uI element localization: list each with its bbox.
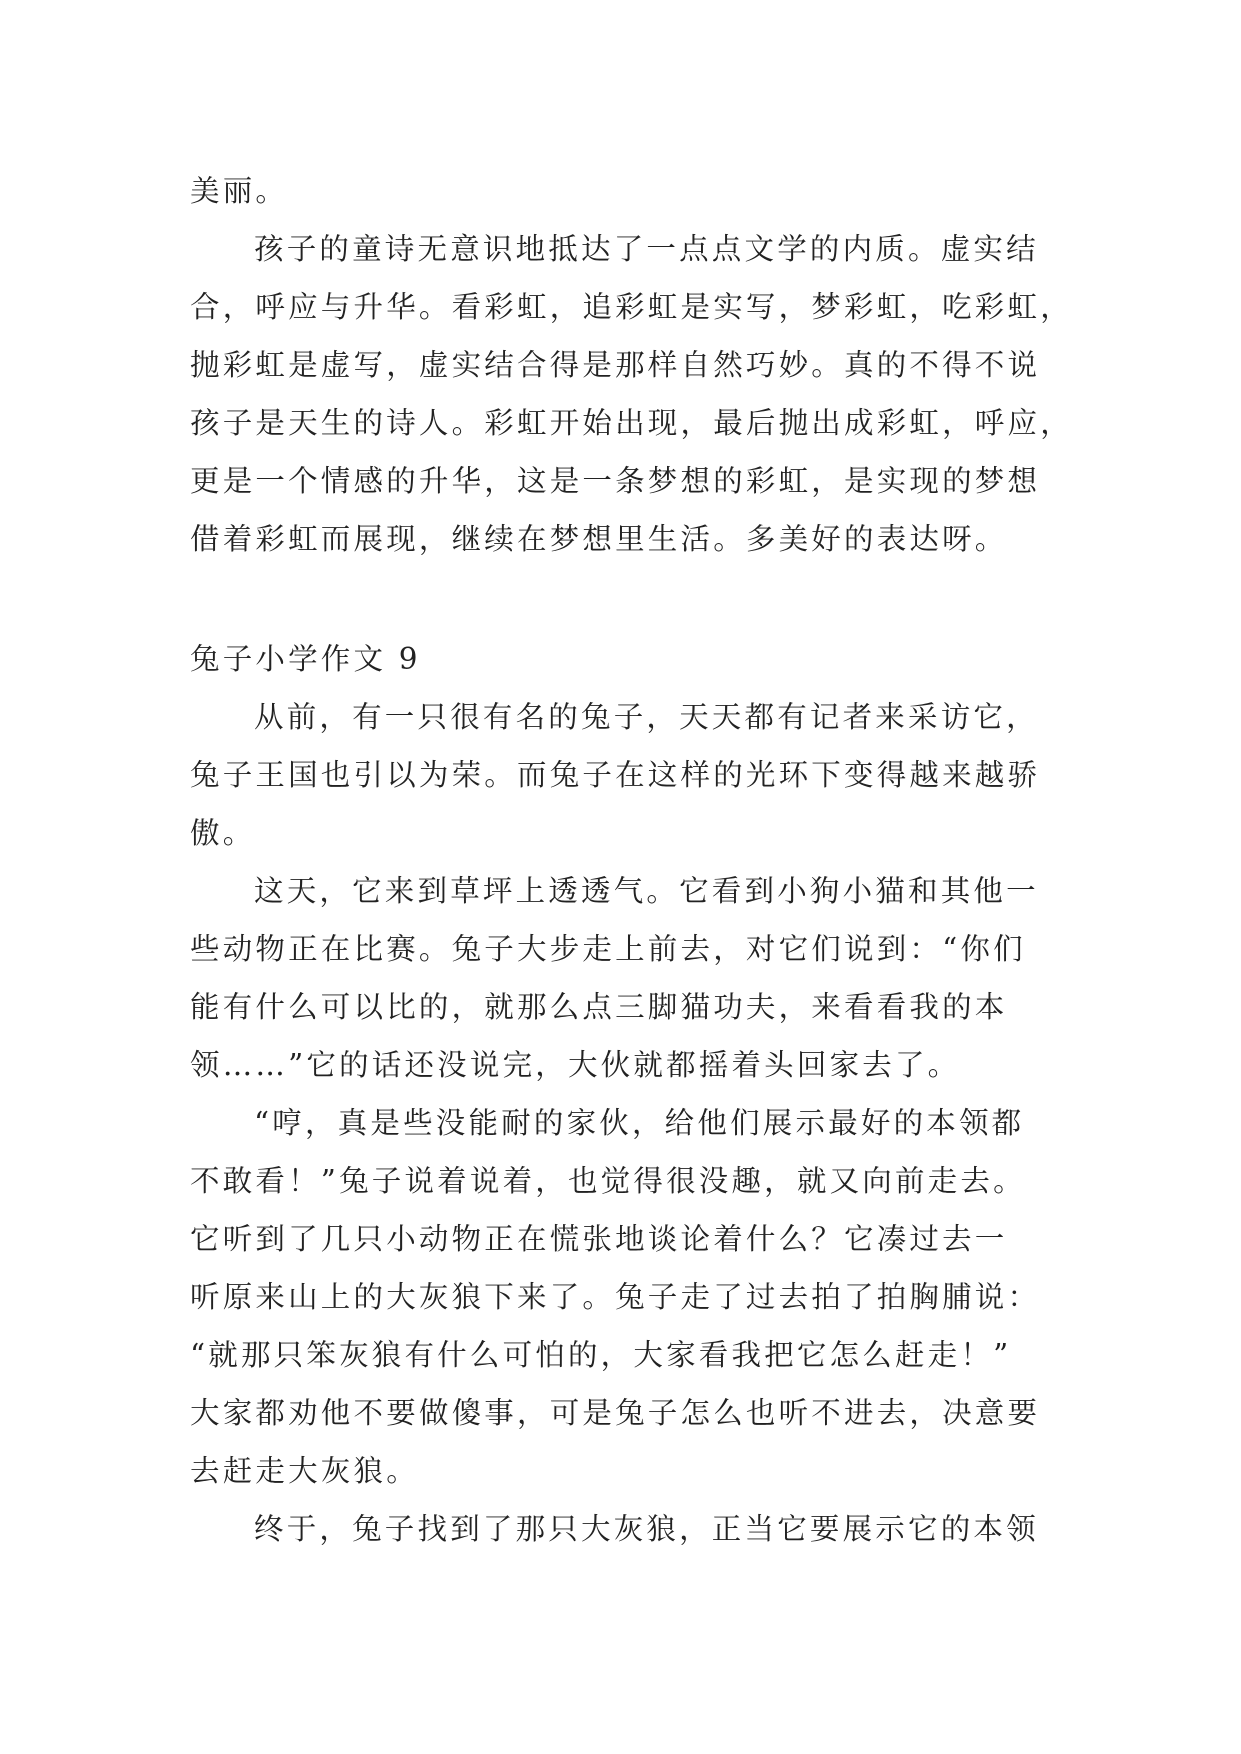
paragraph-start-line: 孩子的童诗无意识地抵达了一点点文学的内质。虚实结 — [254, 232, 1039, 266]
essay-body — [190, 688, 1060, 1558]
text-line: 合，呼应与升华。看彩虹，追彩虹是实写，梦彩虹，吃彩虹， — [190, 290, 1073, 324]
text-line: 听原来山上的大灰狼下来了。兔子走了过去拍了拍胸脯说： — [190, 1280, 1041, 1314]
paragraph-start-line: 终于，兔子找到了那只大灰狼，正当它要展示它的本领 — [254, 1512, 1039, 1546]
text-line: 孩子是天生的诗人。彩虹开始出现，最后抛出成彩虹，呼应， — [190, 406, 1073, 440]
paragraph-start-line: 从前，有一只很有名的兔子，天天都有记者来采访它， — [254, 700, 1039, 734]
text-line: 兔子王国也引以为荣。而兔子在这样的光环下变得越来越骄 — [190, 758, 1041, 792]
text-line: 更是一个情感的升华，这是一条梦想的彩虹，是实现的梦想 — [190, 464, 1041, 498]
text-line: 能有什么可以比的，就那么点三脚猫功夫，来看看我的本 — [190, 990, 1008, 1024]
text-line: 领……”它的话还没说完，大伙就都摇着头回家去了。 — [190, 1048, 961, 1082]
text-line: 它听到了几只小动物正在慌张地谈论着什么？它凑过去一 — [190, 1222, 1008, 1256]
text-line: 傲。 — [190, 816, 256, 850]
essay-heading-block — [190, 630, 1060, 688]
paragraph-start-line: 这天，它来到草坪上透透气。它看到小狗小猫和其他一 — [254, 874, 1039, 908]
text-line: 借着彩虹而展现，继续在梦想里生活。多美好的表达呀。 — [190, 522, 1008, 556]
text-line: 不敢看！”兔子说着说着，也觉得很没趣，就又向前走去。 — [190, 1164, 1026, 1198]
text-line: 大家都劝他不要做傻事，可是兔子怎么也听不进去，决意要 — [190, 1396, 1041, 1430]
text-line: 抛彩虹是虚写，虚实结合得是那样自然巧妙。真的不得不说 — [190, 348, 1041, 382]
text-line: 美丽。 — [190, 174, 289, 208]
text-line: 些动物正在比赛。兔子大步走上前去，对它们说到：“你们 — [190, 932, 1026, 966]
text-line: “就那只笨灰狼有什么可怕的，大家看我把它怎么赶走！” — [190, 1338, 1012, 1372]
essay-commentary — [190, 162, 1073, 568]
text-line: 去赶走大灰狼。 — [190, 1454, 419, 1488]
essay-title: 兔子小学作文 9 — [190, 642, 421, 676]
paragraph-start-line: “哼，真是些没能耐的家伙，给他们展示最好的本领都 — [254, 1106, 1025, 1140]
